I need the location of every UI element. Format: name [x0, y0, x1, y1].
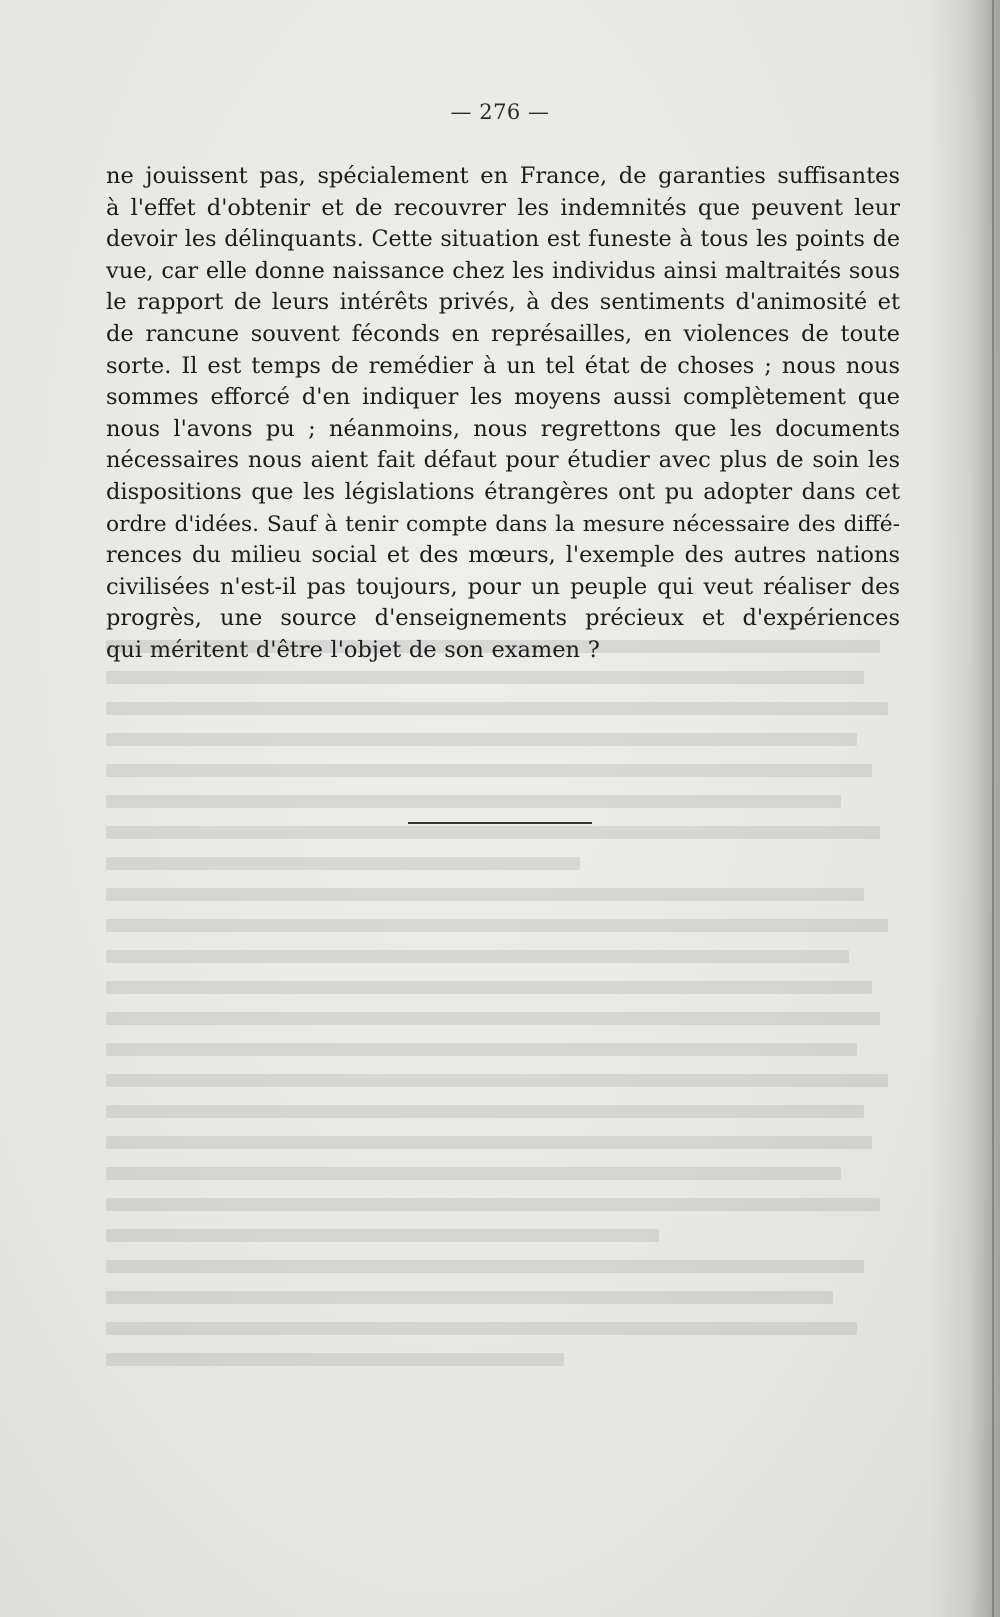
page-edge	[992, 0, 994, 1617]
text-line: sorte. Il est temps de remédier à un tel état de choses ; nous nous	[106, 352, 900, 379]
text-line: sommes efforcé d'en indiquer les moyens aussi complètement que	[106, 384, 900, 411]
text-line: dispositions que les législations étrangères ont pu adopter dans cet	[106, 478, 900, 505]
show-through-texture	[106, 640, 896, 1400]
text-line: de rancune souvent féconds en représailles, en violences de toute	[106, 320, 900, 347]
binding-shadow	[930, 0, 1000, 1617]
text-line: qui méritent d'être l'objet de son examen ?	[106, 636, 600, 663]
text-line: civilisées n'est-il pas toujours, pour un peuple qui veut réaliser des	[106, 573, 900, 600]
section-end-rule	[408, 822, 592, 824]
text-line: le rapport de leurs intérêts privés, à des sentiments d'animosité et	[106, 289, 900, 316]
text-line: à l'effet d'obtenir et de recouvrer les indemnités que peuvent leur	[106, 194, 900, 221]
text-line: ordre d'idées. Sauf à tenir compte dans la mesure nécessaire des diffé-	[106, 511, 900, 537]
text-line: devoir les délinquants. Cette situation est funeste à tous les points de	[106, 226, 900, 253]
text-line: vue, car elle donne naissance chez les individus ainsi maltraités sous	[106, 257, 900, 284]
text-line: nous l'avons pu ; néanmoins, nous regrettons que les documents	[106, 415, 900, 442]
text-line: rences du milieu social et des mœurs, l'exemple des autres nations	[106, 542, 900, 569]
page-number: — 276 —	[450, 100, 550, 124]
text-line: progrès, une source d'enseignements précieux et d'expériences	[106, 605, 900, 632]
text-line: ne jouissent pas, spécialement en France, de garanties suffisantes	[106, 163, 900, 189]
body-paragraph	[106, 161, 900, 667]
text-line: nécessaires nous aient fait défaut pour étudier avec plus de soin les	[106, 447, 900, 474]
